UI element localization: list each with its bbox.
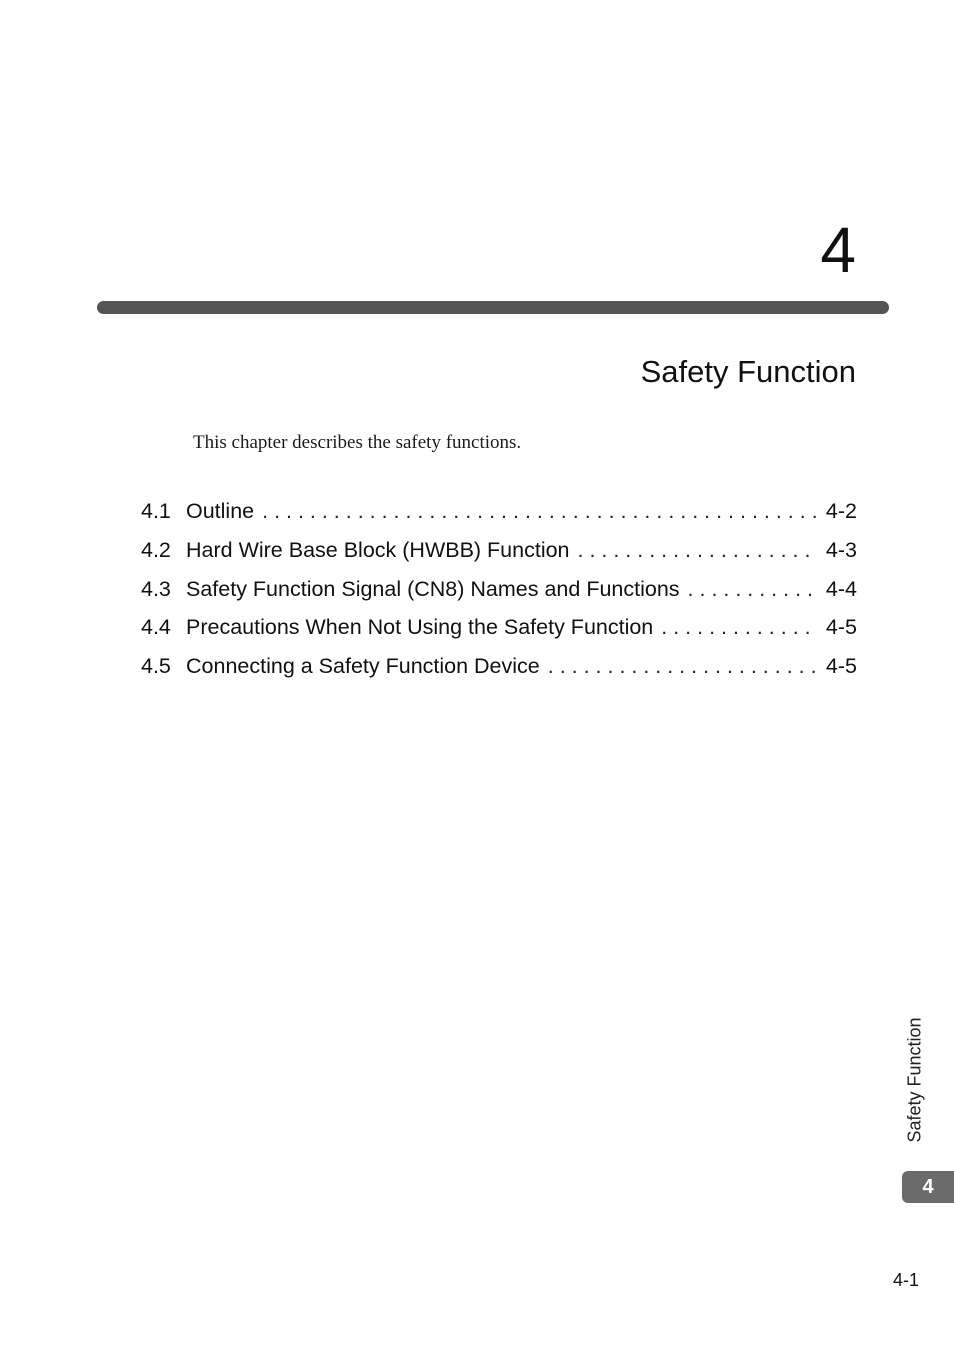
toc-entry-4-3[interactable] — [141, 574, 857, 613]
chapter-tab[interactable]: 4 — [902, 1171, 954, 1203]
chapter-divider-bar — [97, 301, 889, 314]
toc-entry-page: 4-3 — [825, 537, 857, 562]
toc-entry-number: 4.1 — [141, 499, 171, 523]
chapter-intro: This chapter describes the safety functions. — [193, 432, 522, 453]
toc-entry-page: 4-5 — [825, 654, 857, 679]
toc-entry-title: Safety Function Signal (CN8) Names and Functions — [186, 576, 680, 601]
toc-entry-4-4[interactable] — [141, 612, 857, 651]
page-number: 4-1 — [892, 1270, 919, 1290]
toc-entry-title: Hard Wire Base Block (HWBB) Function — [186, 537, 570, 562]
toc-entry-number: 4.3 — [141, 576, 171, 601]
chapter-number: 4 — [820, 214, 856, 286]
table-of-contents — [141, 496, 857, 690]
toc-entry-title: Precautions When Not Using the Safety Function — [186, 615, 654, 640]
toc-entry-page: 4-2 — [825, 499, 857, 523]
toc-dot-leader — [661, 612, 818, 642]
toc-entry-4-5[interactable] — [141, 651, 857, 690]
toc-entry-title: Connecting a Safety Function Device — [186, 654, 540, 679]
chapter-title: Safety Function — [640, 354, 856, 389]
toc-dot-leader — [688, 574, 818, 604]
toc-dot-leader — [548, 651, 818, 681]
toc-entry-number: 4.2 — [141, 537, 171, 562]
toc-entry-page: 4-5 — [825, 615, 857, 640]
toc-entry-4-2[interactable] — [141, 535, 857, 574]
toc-entry-title: Outline — [186, 499, 255, 523]
toc-entry-number: 4.5 — [141, 654, 171, 679]
side-chapter-label: Safety Function — [904, 1017, 925, 1143]
toc-entry-page: 4-4 — [825, 576, 857, 601]
toc-dot-leader — [262, 496, 818, 526]
toc-entry-number: 4.4 — [141, 615, 171, 640]
toc-dot-leader — [578, 535, 818, 565]
toc-entry-4-1[interactable] — [141, 496, 857, 535]
